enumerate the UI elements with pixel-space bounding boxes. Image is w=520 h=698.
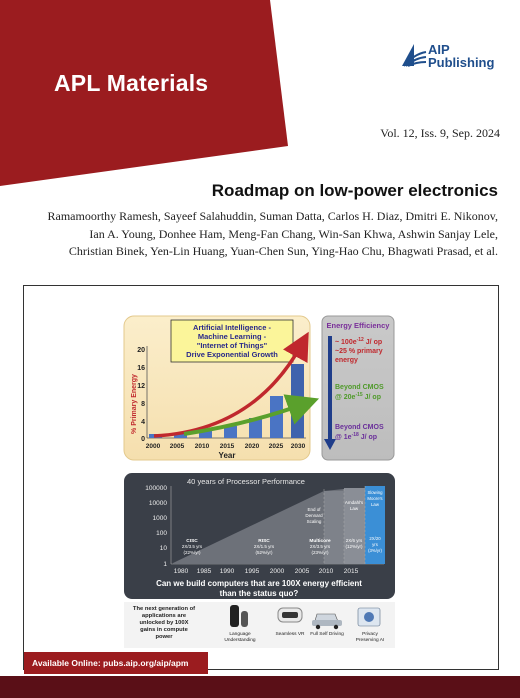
efficiency-sup: -15 [355,392,363,398]
aip-logo-icon[interactable] [400,42,428,68]
era-label: Multicore [309,539,331,544]
x-tick: 2015 [343,568,359,575]
y-tick: 8 [141,401,145,408]
efficiency-text: J/ op [363,339,383,346]
era-label: Amdahl's [344,500,364,505]
era-label: 2X/3.5 yrs [309,544,331,549]
era-label: (3%/yr) [368,548,382,553]
app-label: Full Self Driving [310,632,344,637]
x-tick: 2000 [145,443,161,450]
efficiency-text: ~ 100e [335,339,357,346]
banner-line: Drive Exponential Growth [186,350,278,359]
efficiency-text: @ 20e [335,394,356,401]
x-tick: 1985 [196,568,212,575]
app-label: Seamless VR [275,632,305,637]
x-tick: 2025 [268,443,284,450]
apps-intro: applications are [141,613,187,619]
era-label: RISC [258,539,270,544]
y-tick: 100000 [145,485,167,492]
app-label: Privacy [362,632,378,637]
energy-bar [291,364,304,438]
apps-intro: gains in compute [140,627,188,633]
authors-line: Ian A. Young, Donhee Ham, Meng-Fan Chang, Win-San Khwa, Ashwin Sanjay Lele, [89,226,498,241]
era-label: Scaling [306,519,322,524]
era-label: 2X/1.5 yrs [253,544,275,549]
y-tick: 12 [137,383,145,390]
efficiency-title: Energy Efficiency [326,321,390,330]
energy-ylabel: % Primary Energy [131,374,138,434]
publisher-line2: Publishing [428,55,495,70]
question-line: Can we build computers that are 100X energy efficient [156,579,362,588]
app-label: Understanding [224,638,256,643]
efficiency-text: J/ op [358,434,378,441]
efficiency-text: ~25 % primary [335,348,383,355]
era-label: Law [371,502,379,507]
efficiency-text: Beyond CMOS [335,384,384,391]
x-tick: 2010 [318,568,334,575]
y-tick: 0 [141,436,145,443]
apps-intro: unlocked by 100X [139,620,189,626]
x-tick: 2010 [194,443,210,450]
era-label: (12%/yr) [345,544,363,549]
publisher-name [428,43,494,69]
privacy-ai-icon [358,608,380,626]
x-tick: 2000 [269,568,285,575]
question-line: than the status quo? [219,589,299,598]
x-tick: 2020 [244,443,260,450]
x-tick: 1980 [173,568,189,575]
article-title[interactable]: Roadmap on low-power electronics [211,181,498,200]
y-tick: 10 [159,545,167,552]
y-tick: 10000 [148,500,167,507]
efficiency-text: Beyond CMOS [335,424,384,431]
banner-line: Artificial Intelligence - [193,323,271,332]
y-tick: 1 [163,561,167,568]
era-label: Slowing [367,490,383,495]
header-banner [0,0,520,200]
y-tick: 1000 [152,515,167,522]
efficiency-text: @ 1e [335,434,352,441]
apps-intro: The next generation of [132,606,196,612]
vr-headset-icon [278,608,302,622]
x-tick: 1995 [244,568,260,575]
efficiency-sup: -18 [351,432,359,438]
efficiency-text: J/ op [362,394,381,401]
x-tick: 2005 [294,568,310,575]
x-tick: 2030 [290,443,306,450]
era-label: CISC [186,539,198,544]
era-label: (23%/yr) [311,550,329,555]
x-tick: 1990 [219,568,235,575]
apps-intro: power [155,634,173,640]
author-list [38,208,498,261]
era-label: 2X/6 yrs [345,538,363,543]
banner-line: Machine Learning - [197,332,267,341]
journal-title[interactable]: APL Materials [54,70,209,96]
y-tick: 20 [137,347,145,354]
era-label: Dennard [305,513,323,518]
efficiency-text: energy [335,357,358,364]
era-label: (52%/yr) [255,550,273,555]
y-tick: 4 [141,419,145,426]
footer-bar [0,676,520,698]
energy-bar [270,396,283,438]
energy-xlabel: Year [218,451,236,460]
era-label: 2X/3.5 yrs [181,544,203,549]
app-label: Preserving AI [355,638,385,643]
x-tick: 2015 [219,443,235,450]
available-online-link[interactable]: Available Online: pubs.aip.org/aip/apm [24,652,208,674]
authors-line: Christian Binek, Yen-Lin Huang, Yuan-Chen Sun, Ying-Hao Chu, Bhagwati Prasad, et al. [68,244,498,258]
y-tick: 100 [156,530,167,537]
authors-line: Ramamoorthy Ramesh, Sayeef Salahuddin, Suman Datta, Carlos H. Diaz, Dmitri E. Nikonov, [47,209,498,223]
era-label: Moore's [367,496,383,501]
era-label: End of [307,507,321,512]
era-label: Law [349,506,359,511]
processor-title: 40 years of Processor Performance [187,477,305,486]
era-label: (22%/yr) [183,550,201,555]
volume-info: Vol. 12, Iss. 9, Sep. 2024 [380,126,500,140]
x-tick: 2005 [169,443,185,450]
cover-figure [23,285,499,670]
y-tick: 16 [137,365,145,372]
efficiency-sup: -12 [356,337,364,343]
app-label: Language [229,632,251,637]
cover-figure-graphic [24,286,498,669]
banner-line: "Internet of Things" [196,341,268,350]
era-label: 2X/20 [369,536,381,541]
era-label: yrs [372,542,378,547]
publisher-line1: AIP [428,42,450,57]
